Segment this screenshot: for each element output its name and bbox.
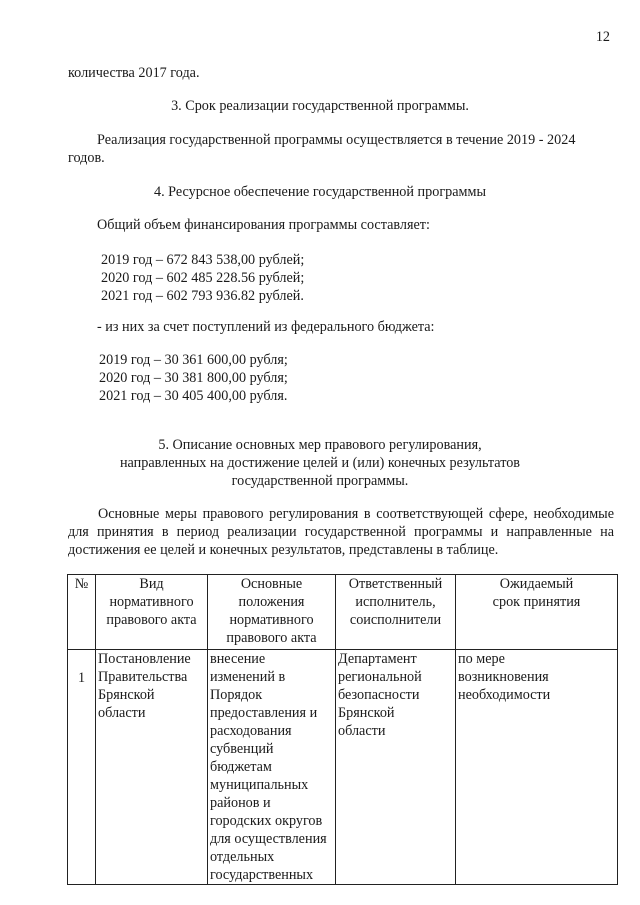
section5-heading-line1: 5. Описание основных мер правового регулирования, [158,437,482,453]
section3-text-line1: Реализация государственной программы осуществляется в течение 2019 - 2024 [97,132,576,148]
header-deadline: Ожидаемый срок принятия [456,575,618,650]
section4-heading: 4. Ресурсное обеспечение государственной программы [153,184,487,200]
continuation-text: количества 2017 года. [68,65,200,81]
table-row [68,650,618,885]
row-act-type: Постановление Правительства Брянской области [96,650,208,885]
header-number: № [68,575,96,650]
header-act-type: Вид нормативного правового акта [96,575,208,650]
table-header-row [68,575,618,650]
total-funding-intro: Общий объем финансирования программы составляет: [97,217,430,233]
row-deadline: по мере возникновения необходимости [456,650,618,885]
total-2020: 2020 год – 602 485 228.56 рублей; [101,270,305,286]
section5-heading-line3: государственной программы. [231,473,409,489]
row-number: 1 [68,650,96,885]
row-provisions: внесение изменений в Порядок предоставления и расходования субвенций бюджетам муниципальных районов и городских округов для осуществления отдельных государственных [208,650,336,885]
header-responsible: Ответственный исполнитель, соисполнители [336,575,456,650]
regulation-table [67,574,618,885]
federal-2020: 2020 год – 30 381 800,00 рубля; [99,370,288,386]
section5-paragraph: Основные меры правового регулирования в соответствующей сфере, необходимые для принятия в период реализации государственной программы и направленные на достижения ее целей и конечных результатов, представлены в таблице. [68,506,614,558]
section3-text-line2: годов. [68,150,105,166]
page-number: 12 [595,29,610,45]
total-2019: 2019 год – 672 843 538,00 рублей; [101,252,305,268]
section3-heading: 3. Срок реализации государственной программы. [171,98,469,114]
federal-funding-intro: - из них за счет поступлений из федерального бюджета: [97,319,435,335]
total-2021: 2021 год – 602 793 936.82 рублей. [101,288,304,304]
section5-heading-line2: направленных на достижение целей и (или) конечных результатов [119,455,521,471]
federal-2019: 2019 год – 30 361 600,00 рубля; [99,352,288,368]
header-provisions: Основные положения нормативного правового акта [208,575,336,650]
federal-2021: 2021 год – 30 405 400,00 рубля. [99,388,288,404]
row-responsible: Департамент региональной безопасности Брянской области [336,650,456,885]
